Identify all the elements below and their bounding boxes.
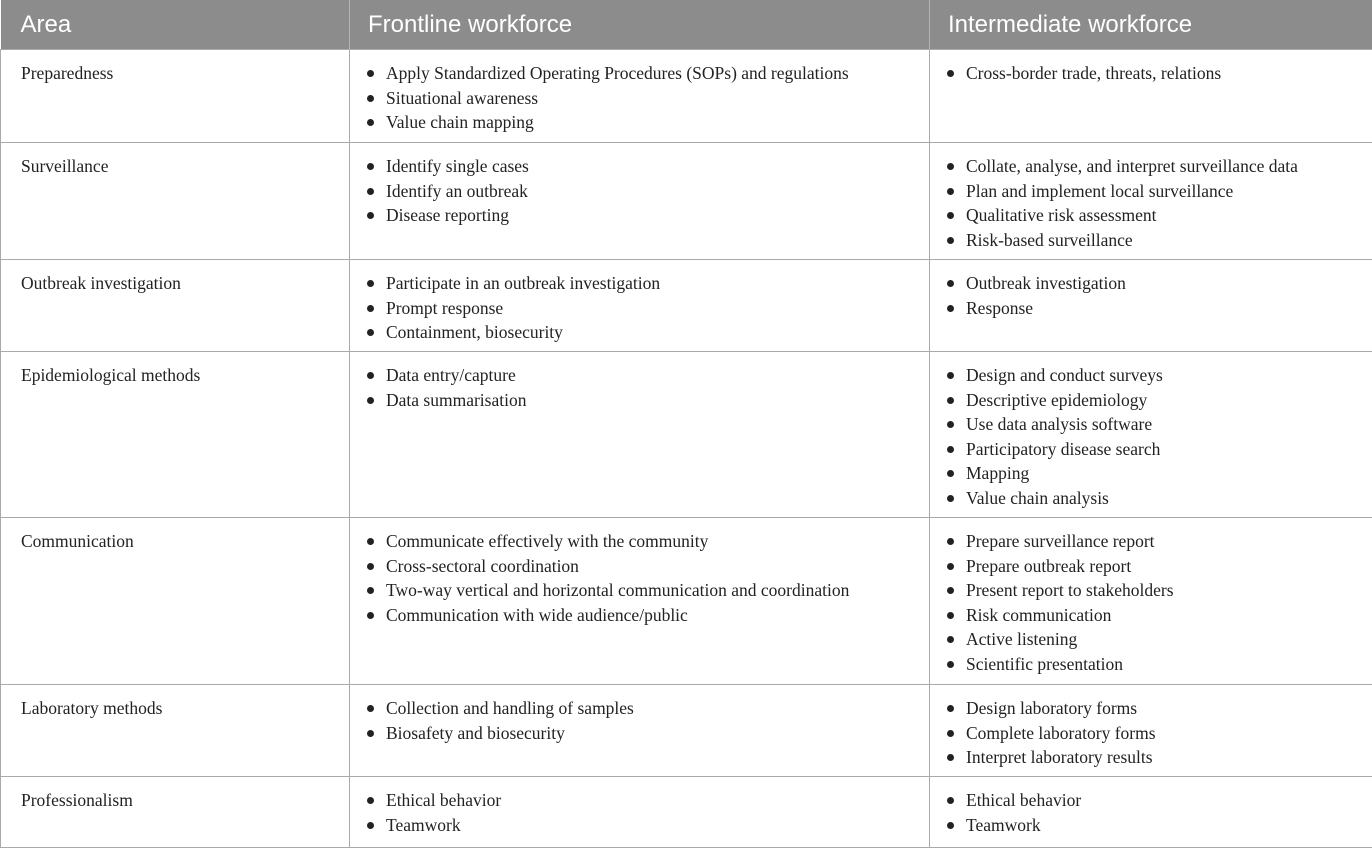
intermediate-cell xyxy=(930,685,1372,777)
bullet-icon xyxy=(947,495,954,502)
list-item xyxy=(366,788,919,813)
list-item-text: Descriptive epidemiology xyxy=(966,390,1147,410)
frontline-list xyxy=(366,696,919,745)
table-row xyxy=(1,518,1372,685)
list-item-text: Risk communication xyxy=(966,605,1111,625)
bullet-icon xyxy=(367,612,374,619)
list-item-text: Response xyxy=(966,298,1033,318)
area-cell: Professionalism xyxy=(1,777,350,848)
list-item-text: Scientific presentation xyxy=(966,654,1123,674)
bullet-icon xyxy=(947,797,954,804)
bullet-icon xyxy=(947,280,954,287)
list-item xyxy=(366,203,919,228)
bullet-icon xyxy=(367,212,374,219)
area-cell: Preparedness xyxy=(1,50,350,143)
bullet-icon xyxy=(947,188,954,195)
list-item-text: Communication with wide audience/public xyxy=(386,605,688,625)
bullet-icon xyxy=(947,822,954,829)
list-item xyxy=(366,61,919,86)
bullet-icon xyxy=(367,730,374,737)
bullet-icon xyxy=(947,70,954,77)
table-row xyxy=(1,352,1372,518)
list-item xyxy=(366,86,919,111)
frontline-cell xyxy=(350,260,930,352)
bullet-icon xyxy=(947,470,954,477)
table-row xyxy=(1,50,1372,143)
list-item-text: Ethical behavior xyxy=(966,790,1081,810)
list-item-text: Complete laboratory forms xyxy=(966,723,1156,743)
list-item-text: Interpret laboratory results xyxy=(966,747,1153,767)
list-item-text: Teamwork xyxy=(386,815,461,835)
list-item xyxy=(946,721,1362,746)
list-item-text: Collate, analyse, and interpret surveillance data xyxy=(966,156,1298,176)
bullet-icon xyxy=(947,163,954,170)
bullet-icon xyxy=(947,705,954,712)
bullet-icon xyxy=(367,95,374,102)
bullet-icon xyxy=(947,237,954,244)
list-item-text: Present report to stakeholders xyxy=(966,580,1174,600)
list-item xyxy=(946,461,1362,486)
list-item-text: Outbreak investigation xyxy=(966,273,1126,293)
list-item xyxy=(366,578,919,603)
header-frontline: Frontline workforce xyxy=(350,0,930,50)
intermediate-list xyxy=(946,788,1362,837)
list-item-text: Data entry/capture xyxy=(386,365,516,385)
bullet-icon xyxy=(367,280,374,287)
list-item xyxy=(366,271,919,296)
list-item-text: Prompt response xyxy=(386,298,503,318)
intermediate-cell xyxy=(930,777,1372,848)
list-item xyxy=(366,154,919,179)
intermediate-cell xyxy=(930,518,1372,685)
list-item-text: Design laboratory forms xyxy=(966,698,1137,718)
area-cell: Outbreak investigation xyxy=(1,260,350,352)
list-item-text: Disease reporting xyxy=(386,205,509,225)
list-item-text: Value chain mapping xyxy=(386,112,534,132)
list-item xyxy=(946,554,1362,579)
table-row xyxy=(1,143,1372,260)
list-item xyxy=(946,627,1362,652)
frontline-list xyxy=(366,271,919,345)
list-item xyxy=(946,179,1362,204)
list-item xyxy=(366,296,919,321)
bullet-icon xyxy=(367,538,374,545)
intermediate-list xyxy=(946,363,1362,511)
bullet-icon xyxy=(947,397,954,404)
list-item-text: Active listening xyxy=(966,629,1077,649)
bullet-icon xyxy=(947,661,954,668)
list-item-text: Plan and implement local surveillance xyxy=(966,181,1233,201)
list-item xyxy=(366,363,919,388)
bullet-icon xyxy=(947,305,954,312)
bullet-icon xyxy=(947,372,954,379)
list-item xyxy=(946,228,1362,253)
intermediate-list xyxy=(946,61,1362,86)
frontline-cell xyxy=(350,685,930,777)
list-item xyxy=(946,529,1362,554)
bullet-icon xyxy=(367,563,374,570)
area-cell: Communication xyxy=(1,518,350,685)
list-item xyxy=(946,388,1362,413)
list-item xyxy=(366,603,919,628)
list-item xyxy=(946,203,1362,228)
intermediate-list xyxy=(946,696,1362,770)
list-item xyxy=(946,271,1362,296)
bullet-icon xyxy=(947,446,954,453)
table-row xyxy=(1,777,1372,848)
bullet-icon xyxy=(947,563,954,570)
list-item-text: Prepare outbreak report xyxy=(966,556,1131,576)
bullet-icon xyxy=(367,372,374,379)
list-item-text: Two-way vertical and horizontal communication and coordination xyxy=(386,580,849,600)
list-item xyxy=(366,529,919,554)
list-item-text: Mapping xyxy=(966,463,1029,483)
bullet-icon xyxy=(367,329,374,336)
area-cell: Laboratory methods xyxy=(1,685,350,777)
list-item-text: Apply Standardized Operating Procedures (SOPs) and regulations xyxy=(386,63,849,83)
list-item xyxy=(946,61,1362,86)
list-item xyxy=(366,179,919,204)
list-item-text: Cross-border trade, threats, relations xyxy=(966,63,1221,83)
list-item-text: Situational awareness xyxy=(386,88,538,108)
list-item xyxy=(946,652,1362,677)
bullet-icon xyxy=(367,822,374,829)
frontline-list xyxy=(366,363,919,412)
bullet-icon xyxy=(367,797,374,804)
list-item-text: Qualitative risk assessment xyxy=(966,205,1157,225)
list-item xyxy=(946,813,1362,838)
list-item-text: Teamwork xyxy=(966,815,1041,835)
list-item-text: Biosafety and biosecurity xyxy=(386,723,565,743)
list-item-text: Participatory disease search xyxy=(966,439,1160,459)
bullet-icon xyxy=(367,188,374,195)
list-item-text: Collection and handling of samples xyxy=(386,698,634,718)
header-row xyxy=(1,0,1372,50)
list-item-text: Value chain analysis xyxy=(966,488,1109,508)
bullet-icon xyxy=(367,305,374,312)
frontline-cell xyxy=(350,777,930,848)
list-item xyxy=(366,721,919,746)
list-item xyxy=(946,696,1362,721)
list-item xyxy=(946,603,1362,628)
intermediate-list xyxy=(946,529,1362,677)
frontline-cell xyxy=(350,143,930,260)
header-intermediate: Intermediate workforce xyxy=(930,0,1372,50)
list-item xyxy=(366,388,919,413)
list-item xyxy=(366,554,919,579)
bullet-icon xyxy=(367,397,374,404)
area-cell: Surveillance xyxy=(1,143,350,260)
list-item-text: Containment, biosecurity xyxy=(386,322,563,342)
list-item xyxy=(366,320,919,345)
bullet-icon xyxy=(367,70,374,77)
bullet-icon xyxy=(947,754,954,761)
list-item-text: Use data analysis software xyxy=(966,414,1152,434)
frontline-list xyxy=(366,61,919,135)
list-item-text: Design and conduct surveys xyxy=(966,365,1163,385)
list-item-text: Participate in an outbreak investigation xyxy=(386,273,660,293)
bullet-icon xyxy=(947,587,954,594)
bullet-icon xyxy=(947,538,954,545)
list-item xyxy=(946,788,1362,813)
frontline-cell xyxy=(350,50,930,143)
frontline-list xyxy=(366,788,919,837)
bullet-icon xyxy=(947,212,954,219)
intermediate-cell xyxy=(930,50,1372,143)
intermediate-list xyxy=(946,271,1362,320)
bullet-icon xyxy=(367,587,374,594)
intermediate-cell xyxy=(930,260,1372,352)
intermediate-cell xyxy=(930,143,1372,260)
frontline-cell xyxy=(350,352,930,518)
list-item-text: Risk-based surveillance xyxy=(966,230,1133,250)
list-item xyxy=(946,296,1362,321)
bullet-icon xyxy=(367,163,374,170)
bullet-icon xyxy=(367,119,374,126)
list-item xyxy=(946,437,1362,462)
intermediate-list xyxy=(946,154,1362,252)
bullet-icon xyxy=(947,421,954,428)
list-item xyxy=(946,578,1362,603)
frontline-cell xyxy=(350,518,930,685)
list-item xyxy=(946,486,1362,511)
bullet-icon xyxy=(947,636,954,643)
list-item xyxy=(366,813,919,838)
list-item xyxy=(946,412,1362,437)
list-item xyxy=(946,363,1362,388)
bullet-icon xyxy=(947,612,954,619)
list-item xyxy=(366,696,919,721)
bullet-icon xyxy=(947,730,954,737)
list-item xyxy=(946,154,1362,179)
table-row xyxy=(1,685,1372,777)
area-cell: Epidemiological methods xyxy=(1,352,350,518)
header-area: Area xyxy=(1,0,350,50)
list-item xyxy=(366,110,919,135)
frontline-list xyxy=(366,529,919,627)
list-item xyxy=(946,745,1362,770)
table-row xyxy=(1,260,1372,352)
list-item-text: Data summarisation xyxy=(386,390,526,410)
intermediate-cell xyxy=(930,352,1372,518)
list-item-text: Communicate effectively with the community xyxy=(386,531,708,551)
bullet-icon xyxy=(367,705,374,712)
frontline-list xyxy=(366,154,919,228)
list-item-text: Identify single cases xyxy=(386,156,529,176)
list-item-text: Prepare surveillance report xyxy=(966,531,1155,551)
list-item-text: Identify an outbreak xyxy=(386,181,528,201)
list-item-text: Ethical behavior xyxy=(386,790,501,810)
list-item-text: Cross-sectoral coordination xyxy=(386,556,579,576)
